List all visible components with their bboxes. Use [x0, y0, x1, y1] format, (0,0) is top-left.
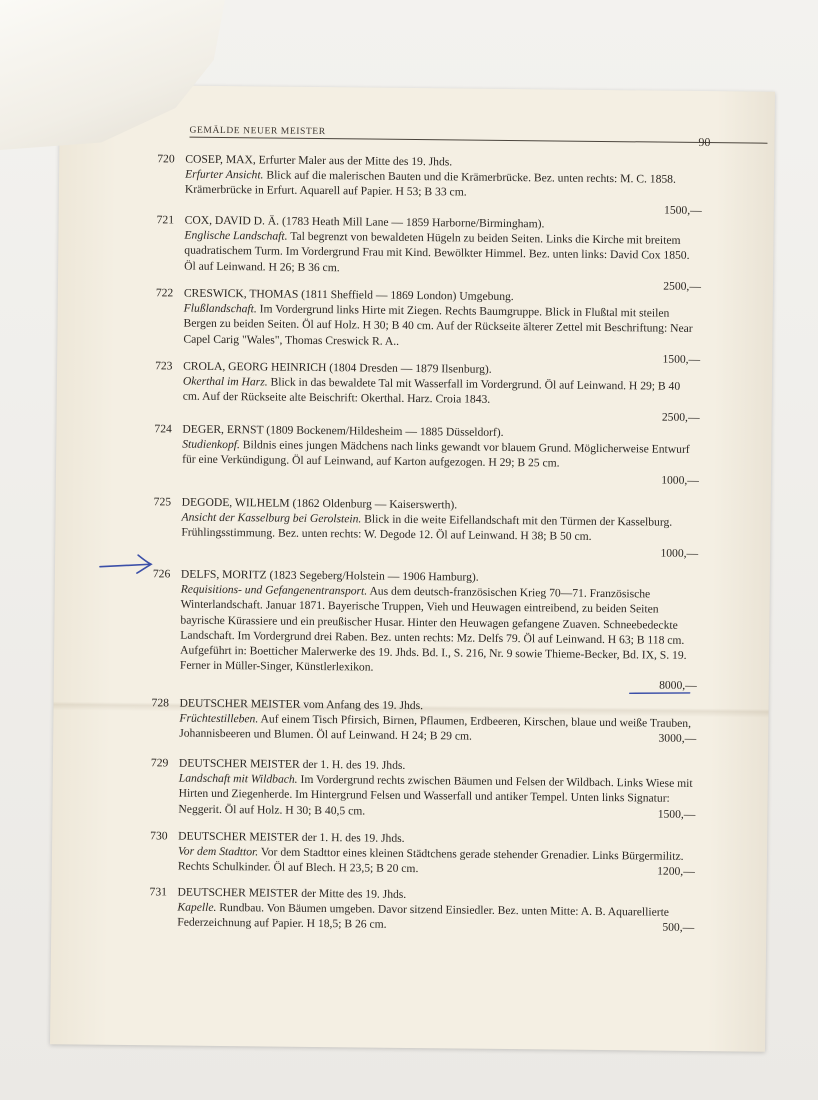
catalog-entry-725 [153, 494, 699, 561]
entry-title: Studienkopf. [182, 437, 240, 452]
entry-number: 728 [151, 696, 170, 710]
entry-price: 2500,— [661, 410, 700, 424]
catalog-entry-728 [151, 695, 696, 746]
entry-price: 1200,— [657, 864, 695, 879]
entry-title: Flußlandschaft. [183, 301, 257, 316]
entry-text: Blick auf die malerischen Bauten und die Krämerbrücke. Bez. unten rechts: M. C. 1858. Krämerbrücke in Erfurt. Aquarell auf Papier. H 53; B 33 cm. [184, 168, 676, 199]
entry-number: 730 [150, 829, 168, 843]
entry-price: 1000,— [660, 546, 699, 560]
header-title: GEMÄLDE NEUER MEISTER [189, 125, 326, 138]
catalog-entry-724 [154, 421, 700, 488]
entry-price: 1000,— [661, 473, 700, 487]
entry-price: 2500,— [663, 279, 702, 293]
entry-text: Rundbau. Von Bäumen umgeben. Davor sitzend Einsiedler. Bez. unten Mitte: A. B. Aquarellierte Federzeichnung auf Papier. H 18,5; B 26 cm. [177, 901, 670, 932]
entry-heading: COSEP, MAX, Erfurter Maler aus der Mitte des 19. Jhds. [185, 152, 453, 169]
catalog-entry-731 [149, 884, 694, 935]
entry-price: 8000,— [659, 679, 697, 693]
entry-number: 729 [150, 756, 169, 770]
entry-number: 725 [153, 495, 172, 509]
entry-title: Früchtestilleben. [179, 711, 259, 726]
entry-title: Okerthal im Harz. [182, 374, 268, 389]
entry-heading: COX, DAVID D. Ä. (1783 Heath Mill Lane — 1859 Harborne/Birmingham). [184, 213, 545, 231]
entry-text: Auf einem Tisch Pfirsich, Birnen, Pflaumen, Erdbeeren, Kirschen, blaue und weiße Trauben, Johannisbeeren und Blumen. Öl auf Leinwand. H 24; B 29 cm. [179, 712, 692, 744]
catalog-entry-722 [155, 285, 701, 367]
entry-number: 720 [157, 152, 175, 166]
catalog-entry-729 [150, 755, 696, 822]
entry-text: Im Vordergrund rechts zwischen Bäumen und Felsen der Wildbach. Links Wiese mit Hirten und Ziegenherde. Im Hintergrund Felsen und Wasserfall und antiker Tempel. Unten links Signatur: Neggerit. Öl auf Holz. H 30; B 40,5 cm. [178, 773, 693, 818]
entry-number: 723 [155, 359, 173, 373]
entry-number: 721 [156, 213, 175, 227]
entry-text: Blick in die weite Eifellandschaft mit den Türmen der Kasselburg. Frühlingsstimmung. Bez. unten rechts: W. Degode 12. Öl auf Leinwand. H 38; B 50 cm. [181, 512, 673, 544]
entry-number: 724 [154, 422, 172, 436]
catalog-entry-726 [152, 566, 698, 693]
entry-number: 731 [149, 885, 168, 899]
entry-number: 722 [155, 286, 174, 300]
entry-title: Landschaft mit Wildbach. [178, 771, 298, 787]
entry-heading: CROLA, GEORG HEINRICH (1804 Dresden — 1879 Ilsenburg). [183, 359, 492, 376]
entry-heading: DEUTSCHER MEISTER vom Anfang des 19. Jhds. [179, 696, 424, 713]
entry-title: Kapelle. [177, 900, 217, 915]
entry-price: 3000,— [658, 731, 697, 746]
entry-heading: DELFS, MORITZ (1823 Segeberg/Holstein — 1906 Hamburg). [180, 567, 479, 584]
entry-text: Bildnis eines jungen Mädchens nach links gewandt vor blauem Grund. Möglicherweise Entwurf für eine Verkündigung. Öl auf Leinwand, auf Karton aufgezogen. H 29; B 25 cm. [182, 438, 690, 470]
entry-price: 500,— [662, 921, 695, 935]
catalog-entry-720 [157, 151, 703, 218]
catalog-entry-730 [150, 828, 695, 879]
entry-title: Vor dem Stadttor. [177, 844, 259, 859]
entry-price: 1500,— [662, 352, 701, 366]
entry-price: 1500,— [657, 807, 696, 821]
entry-heading: DEUTSCHER MEISTER der Mitte des 19. Jhds. [177, 885, 407, 901]
entry-text: Aus dem deutsch-französischen Krieg 70—71. Französische Winterlandschaft. Januar 1871. Bayerische Truppen, Vieh und Heuwagen eintreibend, zu beiden Seiten bayrische Kürassiere und ein preußischer Husar. Hinter den Heuwagen gefangene Zuaven. Schneebedeckte Landschaft. Im Vordergrund drei Raben. Bez. unten rechts: Mz. Delfs 79. Öl auf Leinwand. H 63; B 118 cm. Aufgeführt in: Boetticher Malerwerke des 19. Jhds. Bd. I., S. 216, Nr. 9 sowie Thieme-Becker, Bd. IX, S. 19. Ferner in Müller-Singer, Künstlerlexikon. [179, 584, 687, 674]
page-number: 90 [698, 134, 711, 150]
catalog-entry-723 [155, 358, 701, 425]
entry-text: Vor dem Stadttor eines kleinen Städtchens gerade stehender Grenadier. Links Bürgermilitz. Rechts Schulkinder. Öl auf Blech. H 23,5; B 20 cm. [177, 845, 684, 876]
entry-title: Erfurter Ansicht. [185, 167, 264, 182]
entry-number: 726 [152, 567, 171, 581]
entry-title: Requisitions- und Gefangenentransport. [180, 582, 368, 598]
entry-heading: DEUTSCHER MEISTER der 1. H. des 19. Jhds. [178, 829, 405, 845]
entry-title: Englische Landschaft. [184, 228, 288, 243]
page-header [189, 123, 767, 144]
entry-text: Tal begrenzt von bewaldeten Hügeln zu beiden Seiten. Links die Kirche mit breitem quadratischem Turm. Im Vordergrund Frau mit Kind. Bewölkter Himmel. Bez. unten links: David Cox 1850. Öl auf Leinwand. H 26; B 36 cm. [184, 229, 690, 274]
entry-title: Ansicht der Kasselburg bei Gerolstein. [181, 510, 362, 526]
entry-text: Blick in das bewaldete Tal mit Wasserfall im Vordergrund. Öl auf Leinwand. H 29; B 40 cm. Auf der Rückseite alte Beischrift: Okerthal. Harz. Croia 1843. [182, 375, 681, 407]
catalog-entry-721 [156, 212, 702, 294]
handwritten-underline [629, 691, 691, 695]
entry-text: Im Vordergrund links Hirte mit Ziegen. Rechts Baumgruppe. Blick in Flußtal mit steilen Bergen zu beiden Seiten. Öl auf Holz. H 30; B 40 cm. Auf der Rückseite älterer Zettel mit Beschriftung: Near Capel Carig "Wales", Thomas Creswick R. A.. [183, 302, 693, 348]
entry-heading: CRESWICK, THOMAS (1811 Sheffield — 1869 London) Umgebung. [183, 286, 514, 304]
entry-price: 1500,— [664, 203, 702, 217]
entry-heading: DEUTSCHER MEISTER der 1. H. des 19. Jhds. [178, 756, 406, 772]
entry-heading: DEGODE, WILHELM (1862 Oldenburg — Kaiserswerth). [181, 495, 458, 512]
handwritten-arrow-icon [98, 553, 154, 576]
entry-heading: DEGER, ERNST (1809 Bockenem/Hildesheim — 1885 Düsseldorf). [182, 422, 504, 439]
catalog-page [50, 84, 775, 1051]
